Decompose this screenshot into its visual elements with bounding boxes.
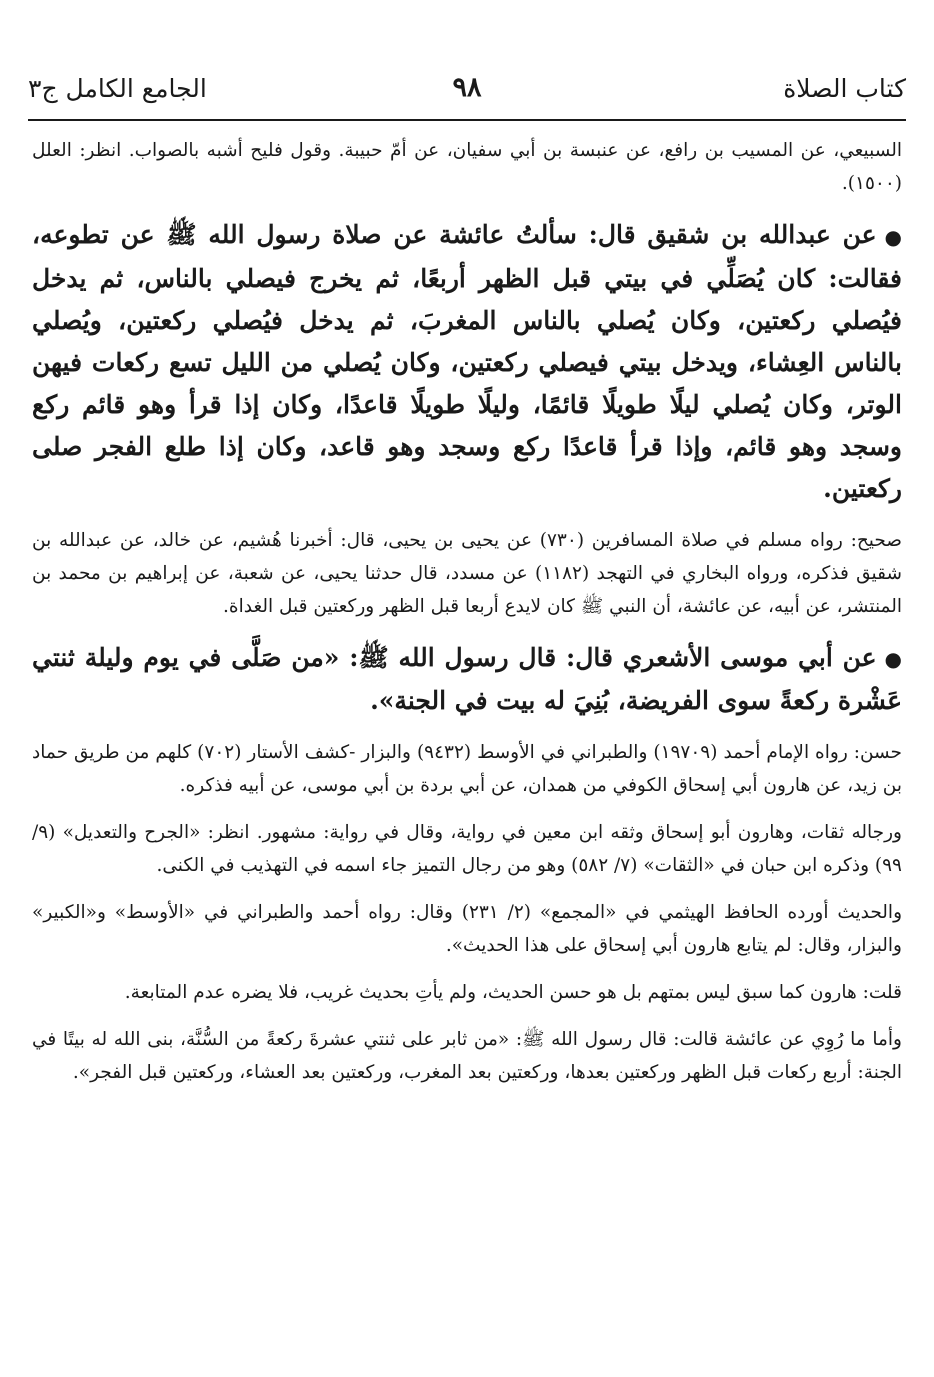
paragraph-text: حسن: رواه الإمام أحمد (١٩٧٠٩) والطبراني في الأوسط (٩٤٣٢) والبزار -كشف الأستار (٧٠٢) كلهم من طريق حماد بن زيد، عن هارون أبي إسحاق الكوفي من همدان، عن أبي بردة بن أبي موسى، عن أبيه فذكره. [32, 742, 902, 796]
hadith-paragraph [32, 637, 902, 723]
paragraph-text: والحديث أورده الحافظ الهيثمي في «المجمع» (٢/ ٢٣١) وقال: رواه أحمد والطبراني في «الأوسط» و«الكبير» والبزار، وقال: لم يتابع هارون أبي إسحاق على هذا الحديث». [32, 902, 902, 956]
bullet-icon: ● [884, 224, 902, 249]
paragraph-text: عن أبي موسى الأشعري قال: قال رسول الله ﷺ: «من صَلَّى في يوم وليلة ثنتي عَشْرة ركعةً سوى الفريضة، بُنِيَ له بيت في الجنة». [32, 642, 902, 715]
footnote-paragraph [32, 1023, 902, 1089]
page-number: ٩٨ [452, 72, 482, 103]
book-title: الجامع الكامل ج٣ [28, 74, 207, 103]
footnote-paragraph [32, 976, 902, 1009]
hadith-paragraph [32, 214, 902, 510]
paragraph-text: وأما ما رُوِي عن عائشة قالت: قال رسول الله ﷺ: «من ثابر على ثنتي عشرةَ ركعةً من السُّنَّة، بنى الله له بيتًا في الجنة: أربع ركعات قبل الظهر وركعتين بعدها، وركعتين بعد المغرب، وركعتين بعد العشاء، وركعتين قبل الفجر». [32, 1029, 902, 1083]
footnote-paragraph [32, 134, 902, 200]
paragraph-text: صحيح: رواه مسلم في صلاة المسافرين (٧٣٠) عن يحيى بن يحيى، قال: أخبرنا هُشيم، عن خالد، عن عبدالله بن شقيق فذكره، ورواه البخاري في التهجد (١١٨٢) عن مسدد، قال حدثنا يحيى، عن شعبة، عن إبراهيم بن محمد بن المنتشر، عن أبيه، عن عائشة، أن النبي ﷺ كان لايدع أربعا قبل الظهر وركعتين قبل الغداة. [32, 529, 902, 617]
footnote-paragraph [32, 524, 902, 623]
footnote-paragraph [32, 736, 902, 802]
paragraph-text: قلت: هارون كما سبق ليس بمتهم بل هو حسن الحديث، ولم يأتِ بحديث غريب، فلا يضره عدم المتابعة. [124, 982, 902, 1003]
footnote-paragraph [32, 896, 902, 962]
bullet-icon: ● [884, 647, 902, 671]
page-body [32, 134, 902, 1103]
paragraph-text: السبيعي، عن المسيب بن رافع، عن عنبسة بن أبي سفيان، عن أمّ حبيبة. وقول فليح أشبه بالصواب. انظر: العلل (١٥٠٠). [32, 140, 902, 194]
paragraph-text: عن عبدالله بن شقيق قال: سألتُ عائشة عن صلاة رسول الله ﷺ عن تطوعه، فقالت: كان يُصَلِّي في بيتي قبل الظهر أربعًا، ثم يخرج فيصلي بالناس، ثم يدخل فيُصلي ركعتين، وكان يُصلي بالناس المغربَ، ثم يدخل فيُصلي ركعتين، ويُصلي بالناس العِشاء، ويدخل بيتي فيصلي ركعتين، وكان يُصلي من الليل تسع ركعات فيهن الوتر، وكان يُصلي ليلًا طويلًا قائمًا، وليلًا طويلًا قاعدًا، وكان إذا قرأ وهو قائم ركع وسجد وهو قائم، وإذا قرأ قاعدًا ركع وسجد وهو قاعد، وكان إذا طلع الفجر صلى ركعتين. [32, 220, 902, 503]
footnote-paragraph [32, 816, 902, 882]
header-divider [28, 119, 906, 121]
page-header [28, 68, 906, 114]
chapter-title: كتاب الصلاة [783, 74, 906, 103]
paragraph-text: ورجاله ثقات، وهارون أبو إسحاق وثقه ابن معين في رواية، وقال في رواية: مشهور. انظر: «الجرح والتعديل» (٩/ ٩٩) وذكره ابن حبان في «الثقات» (٧/ ٥٨٢) وهو من رجال التميز جاء اسمه في التهذيب في الكنى. [32, 822, 902, 876]
